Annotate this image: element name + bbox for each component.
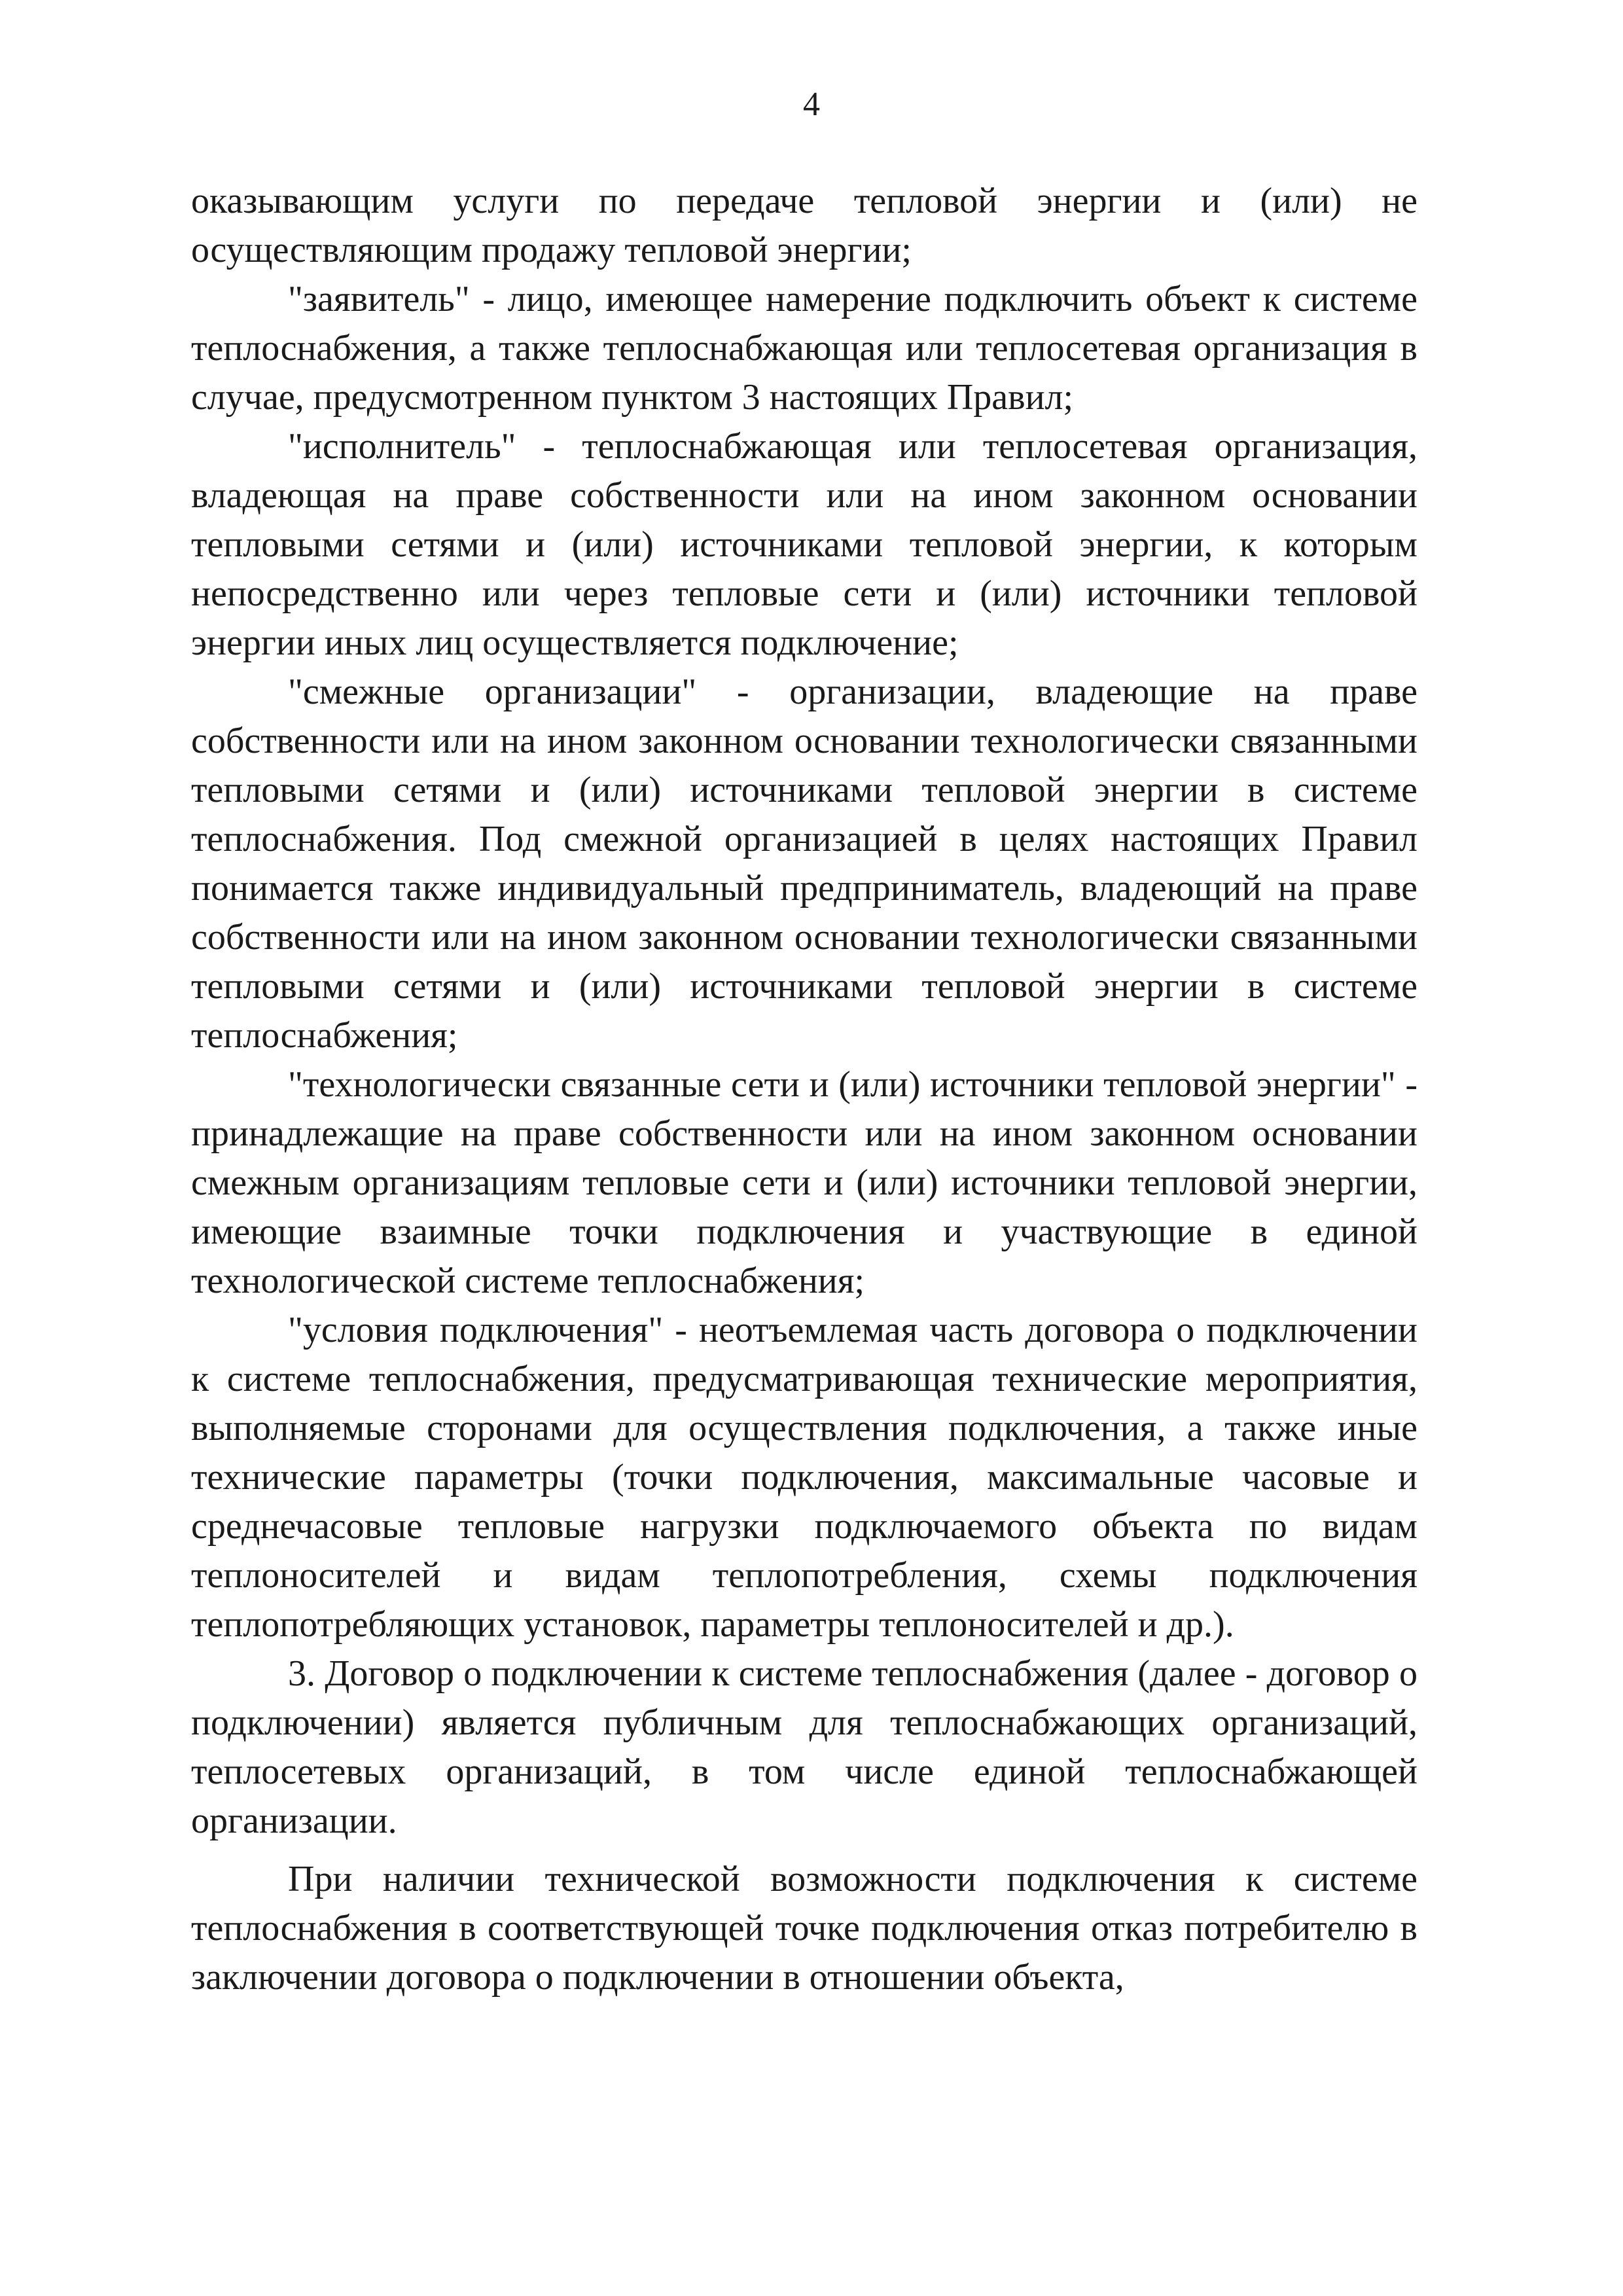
paragraph-continuation: оказывающим услуги по передаче тепловой энергии и (или) не осуществляющим продажу тепловой энергии; (191, 181, 1418, 270)
paragraph-definition-connected-networks: "технологически связанные сети и (или) источники тепловой энергии" - принадлежащие на праве собственности или на ином законном основании смежным организациям тепловые сети и (или) источники тепловой энергии, имеющие взаимные точки подключения и участвующие в единой технологической системе теплоснабжения; (191, 1064, 1418, 1301)
document-body (191, 177, 1418, 2002)
paragraph-clause-3: 3. Договор о подключении к системе теплоснабжения (далее - договор о подключении) является публичным для теплоснабжающих организаций, теплосетевых организаций, в том числе единой теплоснабжающей организации. (191, 1653, 1418, 1841)
paragraph-technical-possibility: При наличии технической возможности подключения к системе теплоснабжения в соответствующей точке подключения отказ потребителю в заключении договора о подключении в отношении объекта, (191, 1859, 1418, 1998)
paragraph-definition-contractor: "исполнитель" - теплоснабжающая или теплосетевая организация, владеющая на праве собственности или на ином законном основании тепловыми сетями и (или) источниками тепловой энергии, к которым непосредственно или через тепловые сети и (или) источники тепловой энергии иных лиц осуществляется подключение; (191, 426, 1418, 663)
paragraph-definition-applicant: "заявитель" - лицо, имеющее намерение подключить объект к системе теплоснабжения, а также теплоснабжающая или теплосетевая организация в случае, предусмотренном пунктом 3 настоящих Правил; (191, 279, 1418, 418)
page-number: 4 (803, 86, 820, 123)
paragraph-definition-connection-conditions: "условия подключения" - неотъемлемая часть договора о подключении к системе теплоснабжения, предусматривающая технические мероприятия, выполняемые сторонами для осуществления подключения, а также иные технические параметры (точки подключения, максимальные часовые и среднечасовые тепловые нагрузки подключаемого объекта по видам теплоносителей и видам теплопотребления, схемы подключения теплопотребляющих установок, параметры теплоносителей и др.). (191, 1310, 1418, 1645)
paragraph-definition-adjacent-organizations: "смежные организации" - организации, владеющие на праве собственности или на ином законном основании технологически связанными тепловыми сетями и (или) источниками тепловой энергии в системе теплоснабжения. Под смежной организацией в целях настоящих Правил понимается также индивидуальный предприниматель, владеющий на праве собственности или на ином законном основании технологически связанными тепловыми сетями и (или) источниками тепловой энергии в системе теплоснабжения; (191, 672, 1418, 1056)
